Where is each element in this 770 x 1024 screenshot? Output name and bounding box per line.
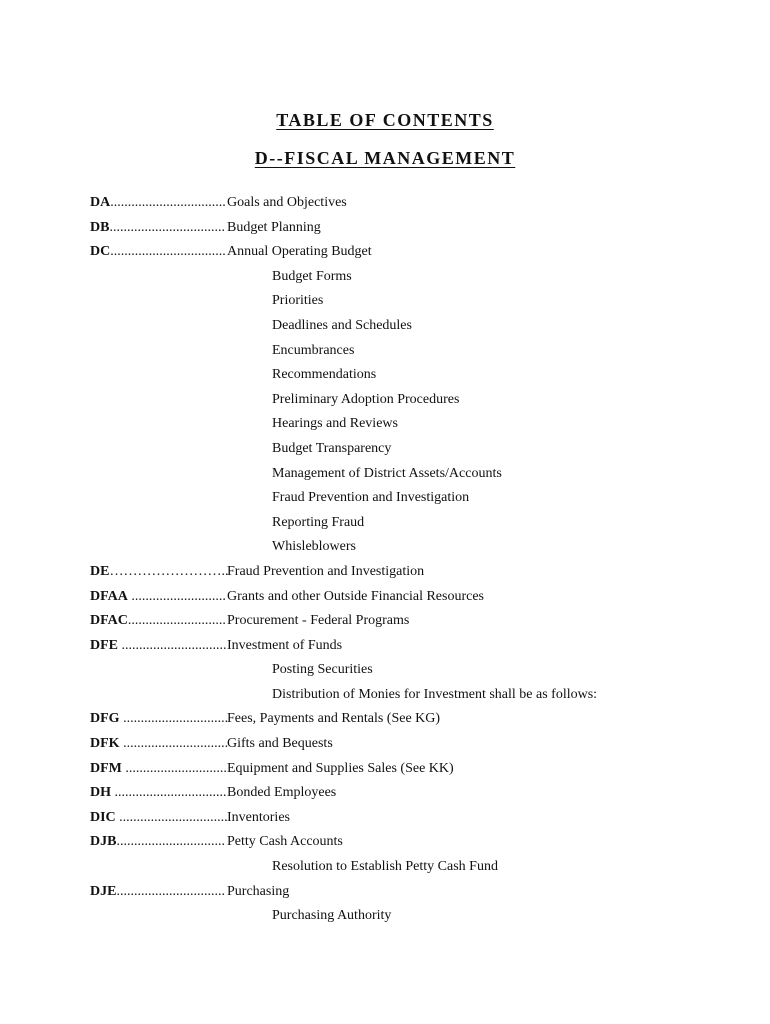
toc-subentry xyxy=(90,365,710,390)
toc-code xyxy=(90,587,227,607)
toc-code xyxy=(90,709,227,729)
toc-entry-title: Whisleblowers xyxy=(272,539,356,555)
toc-entry-title: Budget Forms xyxy=(272,268,352,284)
toc-code-label: DFG xyxy=(90,711,120,727)
toc-entry-title: Grants and other Outside Financial Resources xyxy=(227,588,484,604)
toc-entry-title: Procurement - Federal Programs xyxy=(227,613,410,629)
toc-entry xyxy=(90,242,710,267)
toc-entry-title: Posting Securities xyxy=(272,662,373,678)
toc-leader-dots: ............................... xyxy=(116,883,225,899)
toc-entry-title: Budget Transparency xyxy=(272,440,392,456)
toc-entry-title: Purchasing Authority xyxy=(272,908,392,924)
toc-subentry xyxy=(90,464,710,489)
toc-entry-title: Fees, Payments and Rentals (See KG) xyxy=(227,711,441,727)
toc-entry-title: Budget Planning xyxy=(227,219,321,235)
toc-code xyxy=(90,218,227,238)
toc-code-label: DIC xyxy=(90,809,116,825)
toc-entry xyxy=(90,709,710,734)
toc-code-label: DFE xyxy=(90,637,118,653)
toc-entry-title: Investment of Funds xyxy=(227,637,343,653)
toc-entry-title: Equipment and Supplies Sales (See KK) xyxy=(227,760,454,776)
toc-code xyxy=(90,562,227,582)
toc-code-label: DB xyxy=(90,219,110,235)
toc-entry-title: Fraud Prevention and Investigation xyxy=(272,490,470,506)
toc-subentry xyxy=(90,390,710,415)
table-of-contents xyxy=(90,193,710,931)
toc-entry xyxy=(90,193,710,218)
toc-entry xyxy=(90,611,710,636)
document-title: TABLE OF CONTENTS xyxy=(276,110,494,130)
toc-code-label: DFK xyxy=(90,736,120,752)
toc-entry xyxy=(90,636,710,661)
toc-entry-title: Bonded Employees xyxy=(227,785,337,801)
toc-subentry xyxy=(90,513,710,538)
toc-code-label: DFAA xyxy=(90,588,128,604)
toc-leader-dots: ................................. xyxy=(110,195,226,210)
toc-entry-title: Preliminary Adoption Procedures xyxy=(272,391,460,407)
toc-subentry xyxy=(90,906,710,931)
toc-subentry xyxy=(90,857,710,882)
toc-leader-dots: ............................ xyxy=(127,613,226,629)
toc-entry xyxy=(90,587,710,612)
toc-code xyxy=(90,832,227,852)
toc-subentry xyxy=(90,660,710,685)
toc-code-label: DJE xyxy=(90,883,117,899)
toc-entry-title: Priorities xyxy=(272,293,324,309)
toc-entry-title: Gifts and Bequests xyxy=(227,736,333,752)
toc-entry-title: Distribution of Monies for Investment shall be as follows: xyxy=(272,686,598,702)
toc-code xyxy=(90,734,227,754)
toc-leader-dots: ............................. xyxy=(121,760,227,776)
toc-leader-dots: .............................. xyxy=(119,736,229,752)
toc-code xyxy=(90,242,227,262)
toc-code xyxy=(90,882,227,902)
toc-leader-dots: ............................... xyxy=(116,834,225,850)
toc-code xyxy=(90,783,227,803)
section-title: D--FISCAL MANAGEMENT xyxy=(254,148,516,168)
toc-entry-title: Deadlines and Schedules xyxy=(272,317,412,333)
toc-subentry xyxy=(90,439,710,464)
toc-entry xyxy=(90,562,710,587)
toc-entry-title: Annual Operating Budget xyxy=(227,244,372,260)
toc-entry-title: Fraud Prevention and Investigation xyxy=(227,563,425,579)
toc-entry xyxy=(90,783,710,808)
toc-leader-dots: ................................. xyxy=(110,244,226,260)
toc-code-label: DJB xyxy=(90,834,117,850)
toc-entry-title: Hearings and Reviews xyxy=(272,416,398,432)
toc-entry-title: Recommendations xyxy=(272,367,377,383)
toc-subentry xyxy=(90,267,710,292)
toc-code-label: DA xyxy=(90,195,111,210)
toc-subentry xyxy=(90,316,710,341)
toc-code xyxy=(90,611,227,631)
toc-code xyxy=(90,636,227,656)
toc-code xyxy=(90,193,227,213)
toc-entry xyxy=(90,218,710,243)
toc-entry xyxy=(90,734,710,759)
toc-entry xyxy=(90,759,710,784)
toc-entry-title: Management of District Assets/Accounts xyxy=(272,465,502,481)
toc-leader-dots: .............................. xyxy=(119,711,229,727)
toc-entry-title: Reporting Fraud xyxy=(272,514,365,530)
toc-code xyxy=(90,808,227,828)
toc-code-label: DFM xyxy=(90,760,122,776)
toc-subentry xyxy=(90,537,710,562)
toc-subentry xyxy=(90,414,710,439)
toc-code-label: DC xyxy=(90,244,111,260)
toc-leader-dots: .............................. xyxy=(118,637,227,653)
toc-entry xyxy=(90,832,710,857)
toc-leader-dots: ................................. xyxy=(109,219,225,235)
toc-leader-dots: ............................... xyxy=(115,809,228,825)
toc-leader-dots: …………………….. xyxy=(109,563,229,579)
toc-subentry xyxy=(90,291,710,316)
toc-entry xyxy=(90,808,710,833)
toc-entry-title: Resolution to Establish Petty Cash Fund xyxy=(272,859,498,875)
toc-leader-dots: ........................... xyxy=(127,588,226,604)
toc-entry-title: Encumbrances xyxy=(272,342,355,358)
toc-code-label: DE xyxy=(90,563,110,579)
toc-entry-title: Petty Cash Accounts xyxy=(227,834,343,850)
toc-code-label: DH xyxy=(90,785,111,801)
toc-entry-title: Purchasing xyxy=(227,883,290,899)
toc-code xyxy=(90,759,227,779)
toc-entry-title: Goals and Objectives xyxy=(227,195,347,210)
toc-entry xyxy=(90,882,710,907)
toc-subentry xyxy=(90,341,710,366)
toc-entry-title: Inventories xyxy=(227,809,290,825)
toc-subentry xyxy=(90,685,710,710)
toc-leader-dots: ................................ xyxy=(111,785,227,801)
toc-code-label: DFAC xyxy=(90,613,128,629)
toc-subentry xyxy=(90,488,710,513)
